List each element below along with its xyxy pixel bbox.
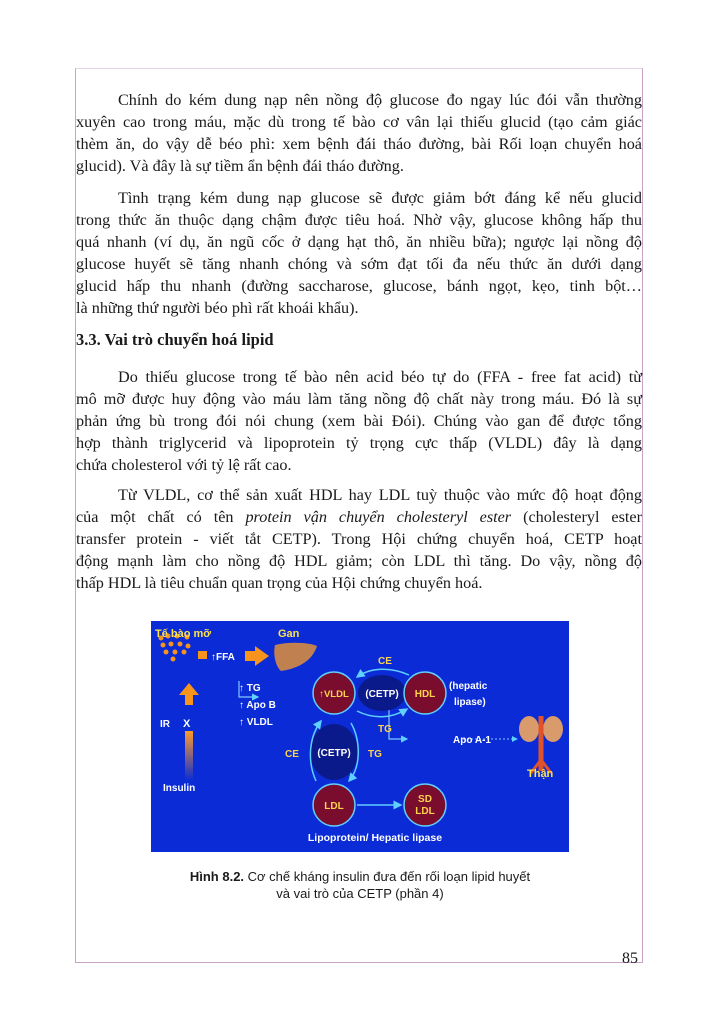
- text-line: Tình trạng kém dung nạp glucose sẽ được giảm bớt đáng kể nếu glucid: [118, 189, 642, 207]
- paragraph-3: [76, 366, 642, 476]
- label-vldl-up: ↑ VLDL: [239, 717, 273, 728]
- text-line: thèm ăn, do vậy dễ béo phì: xem bệnh đái tháo đường, bài Rối loạn chuyển hoá: [76, 135, 642, 153]
- paragraph-1: [76, 89, 642, 177]
- text-line: glucose huyết sẽ tăng nhanh chóng và sớm đạt tối đa nếu thức ăn dưới dạng: [76, 255, 642, 273]
- text-line-italic: [76, 506, 642, 528]
- italic-term: protein vận chuyển cholesteryl ester: [245, 508, 512, 526]
- text-line: glucid). Và đây là sự tiềm ẩn bệnh đái tháo đường.: [76, 157, 404, 175]
- text-segment: (cholesteryl ester: [511, 508, 642, 526]
- label-apo-a1: Apo A-1: [453, 735, 491, 746]
- label-ce-left: CE: [285, 749, 299, 760]
- text-line: thấp HDL là tiêu chuẩn quan trọng của Hội chứng chuyển hoá.: [76, 574, 483, 592]
- sd-ldl-circle: [404, 784, 446, 826]
- square-marker: [198, 651, 207, 659]
- label-ir: IR: [160, 719, 170, 730]
- text-line: glucid hấp thu nhanh (đường saccharose, glucose, bánh ngọt, kẹo, tinh bột…: [76, 277, 642, 295]
- text-line: Chính do kém dung nạp nên nồng độ glucose đo ngay lúc đói vẫn thường: [118, 91, 642, 109]
- text-line: Từ VLDL, cơ thể sản xuất HDL hay LDL tuỳ thuộc vào mức độ hoạt động: [118, 486, 642, 504]
- paragraph-2: [76, 187, 642, 319]
- caption-line-2: và vai trò của CETP (phần 4): [276, 886, 444, 901]
- text-segment: của một chất có tên: [76, 508, 246, 526]
- label-tg-top: TG: [378, 724, 392, 735]
- label-ffa: ↑FFA: [211, 652, 235, 663]
- figure-caption: [151, 868, 569, 902]
- text-line: xuyên cao trong máu, mặc dù trong tế bào cơ vân lại thiếu glucid (tạo cảm giác: [76, 113, 642, 131]
- text-line: hợp thành triglycerid và lipoprotein tỷ trọng cực thấp (VLDL) đây là dạng: [76, 434, 642, 452]
- caption-label: Hình 8.2.: [189, 869, 245, 884]
- label-ce-top: CE: [378, 656, 392, 667]
- text-line: trong thức ăn thuộc dạng chậm được tiêu hoá. Nhờ vậy, glucose không hấp thu: [76, 211, 642, 229]
- label-liver: Gan: [278, 628, 300, 640]
- label-vldl: ↑VLDL: [319, 689, 349, 700]
- label-hdl: HDL: [414, 689, 436, 700]
- text-line: là những thứ người béo phì rất khoái khẩu).: [76, 299, 359, 317]
- text-line: chứa cholesterol với tỷ lệ rất cao.: [76, 456, 292, 474]
- label-cetp: (CETP): [365, 689, 399, 700]
- figure-cetp-diagram: [151, 621, 569, 852]
- section-heading: 3.3. Vai trò chuyển hoá lipid: [76, 330, 274, 349]
- text-line: phản ứng bù trong đói nói chung (xem bài Đói). Chúng vào gan để được tổng: [76, 412, 642, 430]
- label-fat-cell: Tế bào mỡ: [155, 628, 212, 640]
- paragraph-4: [76, 484, 642, 594]
- label-tg: ↑ TG: [239, 683, 261, 694]
- label-sd-ldl: LDL: [415, 806, 435, 817]
- label-x: X: [183, 718, 191, 730]
- label-bottom: Lipoprotein/ Hepatic lipase: [307, 832, 443, 844]
- text-line: transfer protein - viết tắt CETP). Trong Hội chứng chuyển hoá, CETP hoạt: [76, 530, 642, 548]
- text-line: mô mỡ được huy động vào máu làm tăng nồng độ chất này trong máu. Đó là sự: [76, 390, 642, 408]
- caption-line-1: [151, 868, 569, 885]
- label-lipase: lipase): [454, 697, 486, 708]
- text-line: Do thiếu glucose trong tế bào nên acid béo tự do (FFA - free fat acid) từ: [118, 368, 642, 386]
- label-apo-b: ↑ Apo B: [239, 700, 276, 711]
- label-kidney: Thận: [527, 768, 554, 780]
- caption-text: Cơ chế kháng insulin đưa đến rối loạn lipid huyết: [244, 869, 531, 884]
- label-tg-right: TG: [368, 749, 382, 760]
- label-cetp-lower: (CETP): [317, 748, 351, 759]
- label-sd: SD: [418, 794, 432, 805]
- label-insulin: Insulin: [163, 783, 196, 794]
- label-hepatic: (hepatic: [449, 681, 488, 692]
- page-number: 85: [622, 950, 638, 967]
- insulin-gradient-bar: [185, 731, 193, 781]
- label-ldl: LDL: [324, 801, 344, 812]
- text-line: quá nhanh (ví dụ, ăn ngũ cốc ở dạng hạt thô, ăn nhiều bữa); ngược lại nồng độ: [76, 233, 642, 251]
- text-line: động mạnh làm cho nồng độ HDL giảm; còn LDL thì tăng. Do vậy, nồng độ: [76, 552, 642, 570]
